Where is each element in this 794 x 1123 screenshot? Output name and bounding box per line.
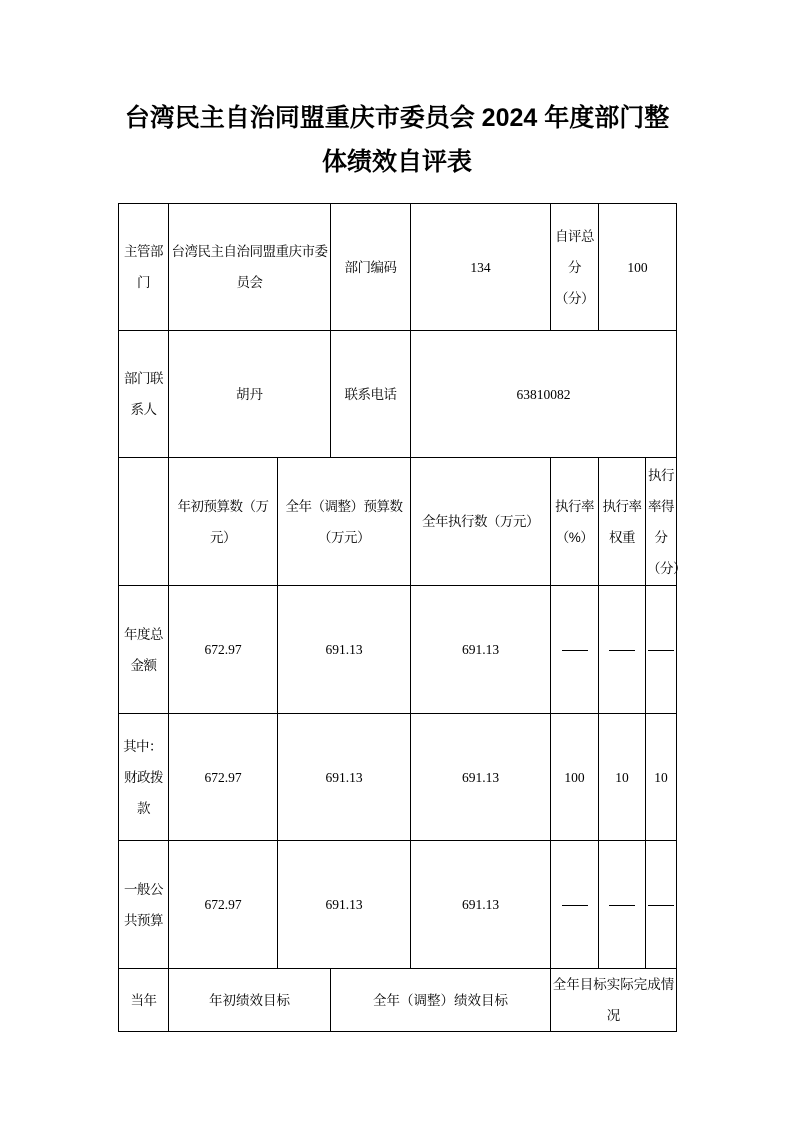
dash-mark [562, 905, 588, 906]
dash-mark [648, 650, 674, 651]
dept-name-value: 台湾民主自治同盟重庆市委员会 [169, 204, 331, 331]
table-row-dept [119, 204, 677, 331]
phone-value: 63810082 [411, 331, 677, 458]
budget-header-adjusted: 全年（调整）预算数（万元） [278, 458, 411, 586]
total-exec-rate [551, 586, 599, 714]
phone-label: 联系电话 [331, 331, 411, 458]
self-score-label: 自评总分（分） [551, 204, 599, 331]
fiscal-exec-score: 10 [646, 714, 677, 841]
goals-label-current-year: 当年 [119, 969, 169, 1032]
total-exec-weight [599, 586, 646, 714]
fiscal-executed: 691.13 [411, 714, 551, 841]
table-row-annual-goals-header [119, 969, 677, 1032]
budget-header-executed: 全年执行数（万元） [411, 458, 551, 586]
general-initial-budget: 672.97 [169, 841, 278, 969]
table-row-contact [119, 331, 677, 458]
row-label-fiscal-appropriation: 其中：财政拨款 [119, 714, 169, 841]
fiscal-exec-rate: 100 [551, 714, 599, 841]
fiscal-exec-weight: 10 [599, 714, 646, 841]
table-row-fiscal-appropriation [119, 714, 677, 841]
fiscal-adjusted-budget: 691.13 [278, 714, 411, 841]
row-label-total-amount: 年度总金额 [119, 586, 169, 714]
total-adjusted-budget: 691.13 [278, 586, 411, 714]
page-title: 台湾民主自治同盟重庆市委员会 2024 年度部门整体绩效自评表 [124, 104, 670, 176]
fiscal-initial-budget: 672.97 [169, 714, 278, 841]
general-exec-rate [551, 841, 599, 969]
budget-header-exec-rate: 执行率（%） [551, 458, 599, 586]
contact-label: 部门联系人 [119, 331, 169, 458]
contact-name-value: 胡丹 [169, 331, 331, 458]
budget-header-exec-weight: 执行率权重 [599, 458, 646, 586]
goals-adjusted-target: 全年（调整）绩效目标 [331, 969, 551, 1032]
dept-code-value: 134 [411, 204, 551, 331]
total-exec-score [646, 586, 677, 714]
dash-mark [562, 650, 588, 651]
budget-header-exec-score: 执行率得分（分） [646, 458, 677, 586]
performance-self-evaluation-table [118, 203, 686, 1032]
general-exec-weight [599, 841, 646, 969]
dept-label: 主管部门 [119, 204, 169, 331]
table-row-general-public-budget [119, 841, 677, 969]
total-initial-budget: 672.97 [169, 586, 278, 714]
dash-mark [609, 905, 635, 906]
general-executed: 691.13 [411, 841, 551, 969]
row-label-general-public-budget: 一般公共预算 [119, 841, 169, 969]
budget-header-blank [119, 458, 169, 586]
dash-mark [609, 650, 635, 651]
budget-header-initial: 年初预算数（万元） [169, 458, 278, 586]
table-row-budget-headers [119, 458, 677, 586]
self-score-value: 100 [599, 204, 677, 331]
general-exec-score [646, 841, 677, 969]
dept-code-label: 部门编码 [331, 204, 411, 331]
table-row-total-amount [119, 586, 677, 714]
goals-actual-completion: 全年目标实际完成情况 [551, 969, 677, 1032]
dash-mark [648, 905, 674, 906]
total-executed: 691.13 [411, 586, 551, 714]
goals-initial-target: 年初绩效目标 [169, 969, 331, 1032]
general-adjusted-budget: 691.13 [278, 841, 411, 969]
